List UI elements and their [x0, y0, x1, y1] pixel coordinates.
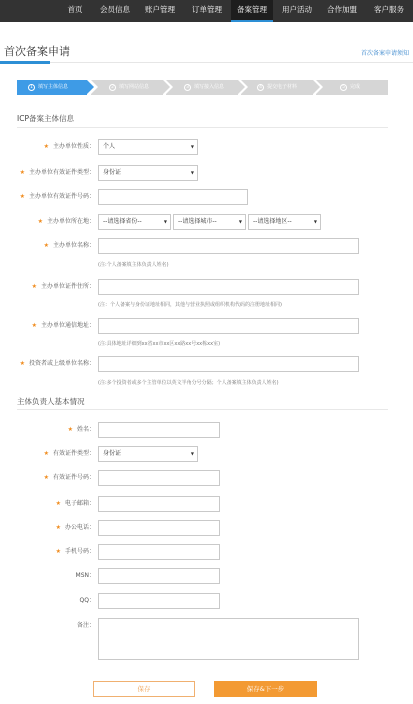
principal-cert-no-label	[44, 470, 95, 486]
district-value: --请选择地区--	[253, 218, 292, 225]
required-mark: ★	[43, 474, 49, 481]
unit-cert-address-input[interactable]	[98, 279, 359, 295]
required-mark: ★	[43, 450, 49, 457]
required-mark: ★	[37, 218, 43, 225]
unit-name-hint: (注:个人备案填主体负责人姓名)	[98, 262, 169, 268]
required-mark: ★	[19, 360, 25, 367]
unit-name-input[interactable]	[98, 238, 359, 254]
province-value: --请选择省份--	[103, 218, 142, 225]
section-divider	[17, 409, 388, 410]
step-2-number: 2	[109, 84, 116, 91]
required-mark: ★	[31, 322, 37, 329]
nav-item-partners[interactable]: 合作加盟	[327, 5, 357, 14]
save-next-button[interactable]: 保存&下一步	[214, 681, 317, 697]
investor-label	[20, 356, 95, 372]
required-mark: ★	[55, 500, 61, 507]
section-title-principal: 主体负责人基本情况	[17, 397, 85, 406]
step-5-label: 完成	[350, 84, 361, 90]
district-select[interactable]	[248, 214, 321, 230]
remark-label: 备注：	[76, 622, 95, 629]
principal-name-label	[68, 422, 95, 438]
required-mark: ★	[19, 193, 25, 200]
required-mark: ★	[55, 548, 61, 555]
step-3-label: 填写接入信息	[194, 84, 225, 90]
principal-cert-no-input[interactable]	[98, 470, 220, 486]
qq-label: QQ：	[79, 597, 95, 604]
help-link[interactable]: 首次备案申请须知	[360, 50, 409, 57]
unit-cert-no-input[interactable]	[98, 189, 248, 205]
msn-input[interactable]	[98, 568, 220, 584]
step-1-label: 填写主体信息	[38, 84, 69, 90]
city-select[interactable]	[173, 214, 246, 230]
unit-mail-address-label	[32, 318, 95, 334]
nav-item-activities[interactable]: 用户活动	[282, 5, 312, 14]
step-2-label: 填写网站信息	[119, 84, 150, 90]
mobile-label-text: 手机号码：	[64, 548, 95, 555]
step-arrow	[163, 80, 170, 94]
step-1	[17, 80, 87, 95]
principal-cert-type-label	[44, 446, 95, 462]
investor-hint: (注:多个投资者或多个主管单位以英文半角分号分隔；个人备案填主体负责人姓名)	[98, 380, 279, 386]
office-phone-label	[56, 520, 95, 536]
required-mark: ★	[67, 426, 73, 433]
unit-cert-type-select[interactable]	[98, 165, 198, 181]
nav-item-customer-service[interactable]: 客户服务	[374, 5, 404, 14]
top-navigation	[0, 0, 413, 22]
step-arrow	[87, 80, 94, 94]
principal-cert-no-label-text: 有效证件号码：	[52, 474, 95, 481]
step-4	[241, 80, 313, 95]
unit-cert-address-hint: (注：个人备案与身份证地址相同，其他与营业执照或组织机构代码的注册地址相同)	[98, 302, 282, 308]
province-select[interactable]	[98, 214, 171, 230]
unit-cert-type-label-text: 主办单位有效证件类型：	[28, 169, 95, 176]
step-3-number: 3	[184, 84, 191, 91]
step-5	[316, 80, 388, 95]
step-1-number: 1	[28, 84, 35, 91]
required-mark: ★	[55, 524, 61, 531]
unit-type-label	[44, 139, 95, 155]
step-4-label: 提交电子材料	[267, 84, 298, 90]
investor-input[interactable]	[98, 356, 359, 372]
unit-cert-address-label	[32, 279, 95, 295]
title-divider-accent	[0, 61, 50, 64]
nav-item-home[interactable]: 首页	[67, 5, 83, 14]
unit-name-label-text: 主办单位名称：	[52, 242, 95, 249]
unit-location-label	[38, 214, 95, 230]
title-divider	[0, 62, 413, 63]
nav-item-member-info[interactable]: 会员信息	[100, 5, 130, 14]
unit-location-label-text: 主办单位所在地：	[46, 218, 95, 225]
principal-name-input[interactable]	[98, 422, 220, 438]
office-phone-input[interactable]	[98, 520, 220, 536]
section-title-icp-subject: ICP备案主体信息	[17, 114, 74, 123]
unit-cert-no-label	[20, 189, 95, 205]
email-label	[56, 496, 95, 512]
nav-item-orders[interactable]: 订单管理	[192, 5, 222, 14]
step-arrow	[238, 80, 245, 94]
unit-type-select[interactable]	[98, 139, 198, 155]
investor-label-text: 投资者或上级单位名称：	[28, 360, 95, 367]
qq-input[interactable]	[98, 593, 220, 609]
required-mark: ★	[19, 169, 25, 176]
mobile-label	[56, 544, 95, 560]
msn-label: MSN：	[75, 572, 95, 579]
required-mark: ★	[43, 242, 49, 249]
unit-name-label	[44, 238, 95, 254]
unit-type-label-text: 主办单位性质：	[52, 143, 95, 150]
nav-item-icp-filing[interactable]: 备案管理	[231, 0, 273, 22]
unit-mail-address-input[interactable]	[98, 318, 359, 334]
unit-type-value: 个人	[103, 143, 116, 150]
mobile-input[interactable]	[98, 544, 220, 560]
principal-cert-type-value: 身份证	[103, 450, 122, 457]
required-mark: ★	[31, 283, 37, 290]
principal-name-label-text: 姓名：	[76, 426, 95, 433]
principal-cert-type-label-text: 有效证件类型：	[52, 450, 95, 457]
progress-steps	[17, 80, 388, 95]
unit-cert-address-label-text: 主办单位证件住所：	[40, 283, 95, 290]
email-label-text: 电子邮箱：	[64, 500, 95, 507]
section-divider	[17, 127, 388, 128]
nav-item-account[interactable]: 账户管理	[145, 5, 175, 14]
office-phone-label-text: 办公电话：	[64, 524, 95, 531]
save-button[interactable]: 保存	[93, 681, 195, 697]
step-2	[91, 80, 163, 95]
step-5-number: 5	[340, 84, 347, 91]
required-mark: ★	[43, 143, 49, 150]
unit-mail-address-hint: (注:具体地址详细到xx省xx市xx区xx路xx号xx栋xx室)	[98, 341, 221, 347]
step-arrow	[313, 80, 320, 94]
step-3	[166, 80, 238, 95]
city-value: --请选择城市--	[178, 218, 217, 225]
unit-cert-no-label-text: 主办单位有效证件号码：	[28, 193, 95, 200]
step-4-number: 4	[257, 84, 264, 91]
page-title: 首次备案申请	[4, 45, 70, 58]
principal-cert-type-select[interactable]	[98, 446, 198, 462]
unit-cert-type-label	[20, 165, 95, 181]
unit-mail-address-label-text: 主办单位通信地址：	[40, 322, 95, 329]
email-input[interactable]	[98, 496, 220, 512]
remark-textarea[interactable]	[98, 618, 359, 660]
unit-cert-type-value: 身份证	[103, 169, 122, 176]
